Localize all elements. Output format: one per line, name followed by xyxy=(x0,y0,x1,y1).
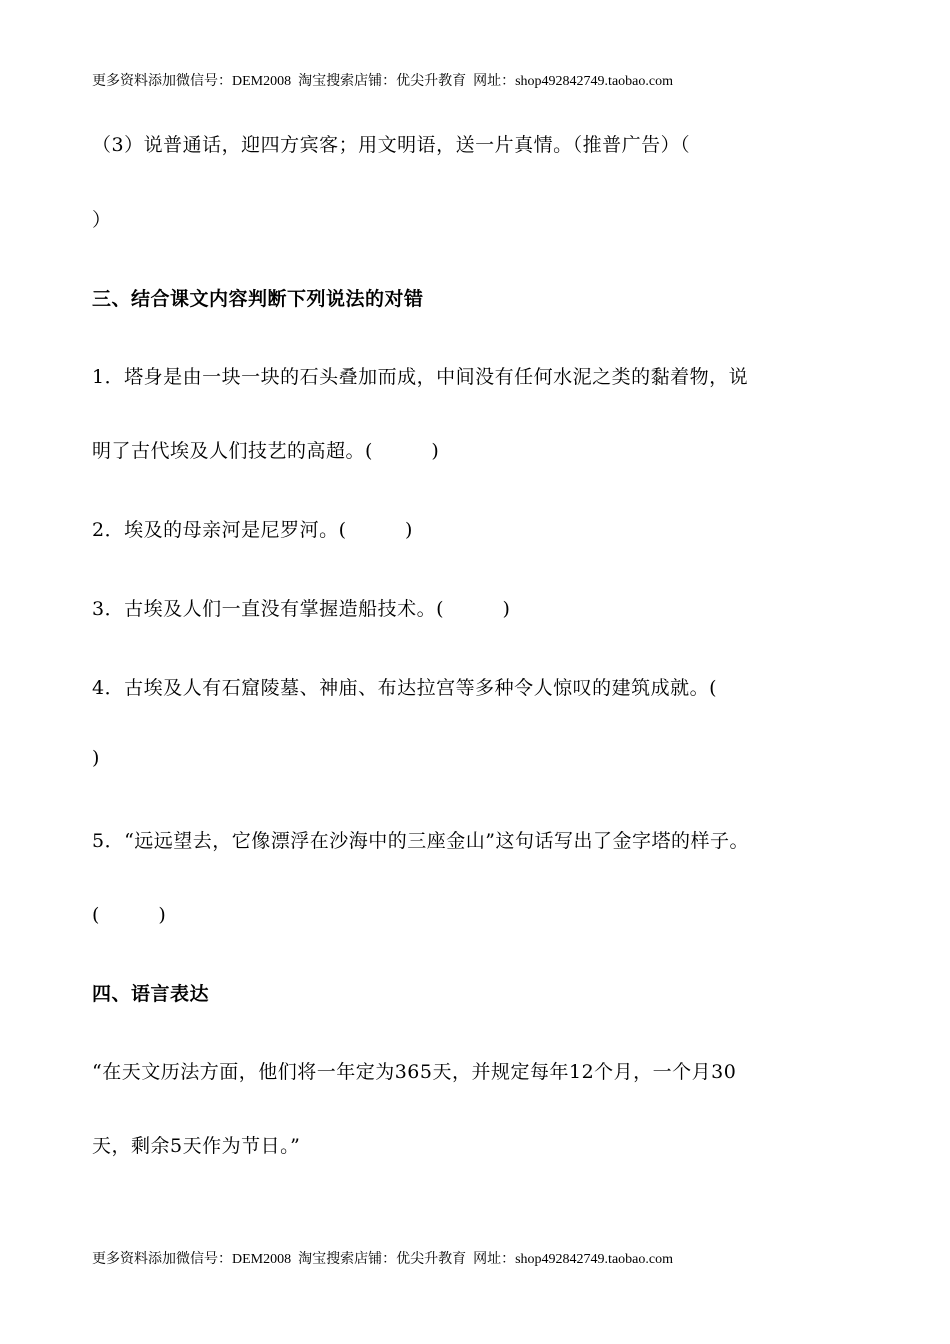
page-header: 更多资料添加微信号：DEM2008 淘宝搜索店铺：优尖升教育 网址：shop492842749.taobao.com xyxy=(92,74,673,89)
section-three-title: 三、结合课文内容判断下列说法的对错 xyxy=(92,288,424,310)
item-3-line-2: ） xyxy=(92,209,112,231)
judge-item-4-line-1: 4．古埃及人有石窟陵墓、神庙、布达拉宫等多种令人惊叹的建筑成就。( xyxy=(92,677,718,699)
quote-line-1: “在天文历法方面，他们将一年定为365天，并规定每年12个月，一个月30 xyxy=(92,1061,737,1083)
page-footer: 更多资料添加微信号：DEM2008 淘宝搜索店铺：优尖升教育 网址：shop492842749.taobao.com xyxy=(92,1252,673,1267)
section-four-title: 四、语言表达 xyxy=(92,983,210,1005)
judge-item-3: 3．古埃及人们一直没有掌握造船技术。( ) xyxy=(92,598,511,620)
judge-item-2: 2．埃及的母亲河是尼罗河。( ) xyxy=(92,519,413,541)
judge-item-1-line-2: 明了古代埃及人们技艺的高超。( ) xyxy=(92,440,440,462)
judge-item-4-line-2: ) xyxy=(92,747,100,769)
quote-line-2: 天，剩余5天作为节日。” xyxy=(92,1135,301,1157)
judge-item-5-line-1: 5．“远远望去，它像漂浮在沙海中的三座金山”这句话写出了金字塔的样子。 xyxy=(92,830,750,852)
judge-item-1-line-1: 1．塔身是由一块一块的石头叠加而成，中间没有任何水泥之类的黏着物，说 xyxy=(92,366,749,388)
item-3-line-1: （3）说普通话，迎四方宾客；用文明语，送一片真情。（推普广告）（ xyxy=(92,134,691,156)
judge-item-5-line-2: ( ) xyxy=(92,904,167,926)
